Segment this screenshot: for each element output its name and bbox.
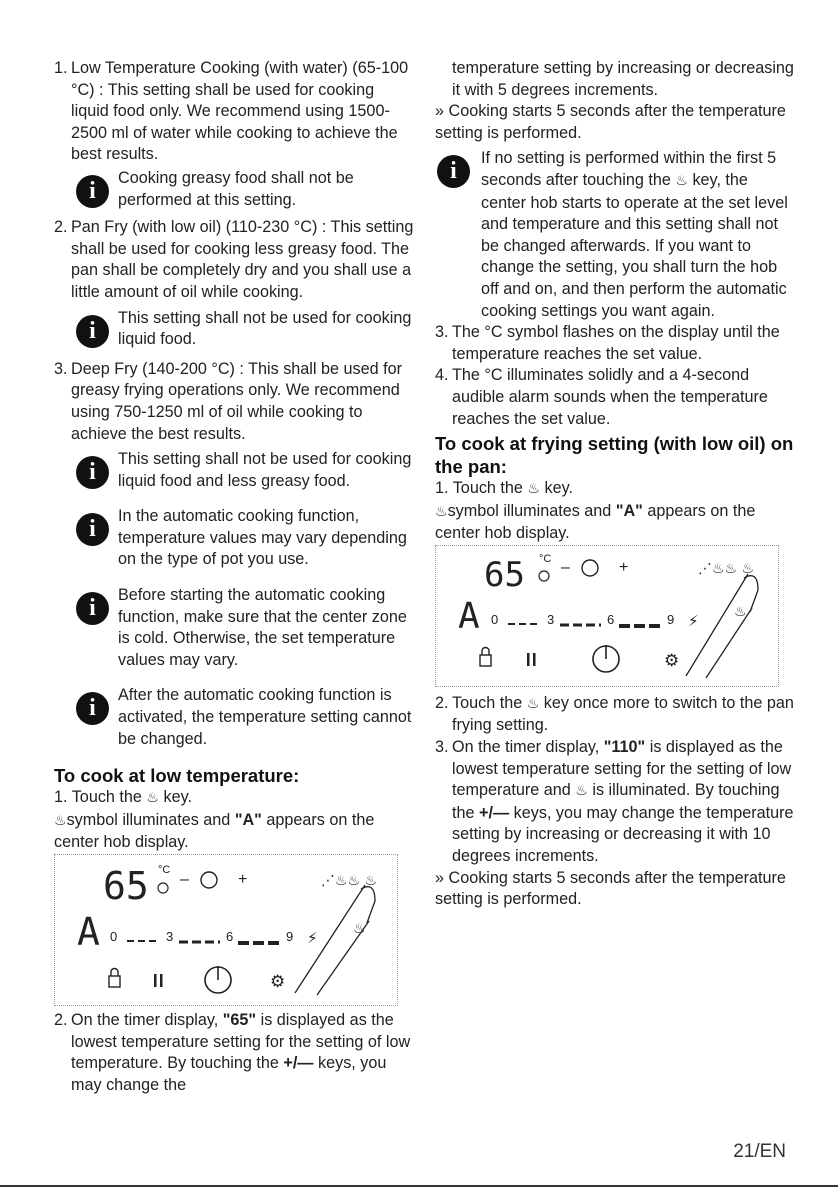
step-2 [435, 693, 795, 737]
note-text: Cooking greasy food shall not be performed at this setting. [118, 168, 354, 209]
pan-key-icon: ♨ [526, 695, 540, 712]
fan-icon: ⚙ [270, 972, 286, 992]
step-text: keys, you may change the temperature setting by increasing or decreasing it with 10 degrees increments. [452, 803, 794, 866]
step-text: keys, you may change the [71, 1054, 387, 1094]
hob-display-panel [54, 854, 398, 1006]
unit-label: °C [158, 864, 171, 876]
pot-symbol-icon: ♨ [435, 503, 448, 520]
scale-6: 6 [226, 929, 234, 944]
list-number: 1. [54, 788, 72, 807]
list-number: 3. [435, 738, 449, 757]
display-letter: "A" [615, 501, 643, 520]
bottom-rule [0, 1185, 838, 1187]
info-note [54, 585, 414, 671]
cooking-starts-text: » Cooking starts 5 seconds after the temperature setting is performed. [435, 868, 786, 909]
item-text: Deep Fry (140-200 °C) : This shall be used for greasy frying operations only. We recommend using 750-1250 ml of oil while cooking to achieve the best results. [71, 359, 402, 443]
timer-value: 65 [103, 864, 149, 908]
info-note [54, 308, 414, 351]
item-text: The °C illuminates solidly and a 4-second audible alarm sounds when the temperature reaches the set value. [452, 366, 768, 428]
symbol-paragraph [435, 501, 795, 545]
plus-label: + [619, 558, 629, 576]
plus-minus-keys: +/— [283, 1054, 314, 1073]
list-number: 3. [54, 359, 68, 378]
pot-symbol-icon: ♨ [575, 783, 588, 800]
step-text: key. [539, 479, 573, 498]
info-icon: i [76, 175, 109, 208]
scale-0: 0 [491, 611, 499, 627]
pan-key-icon: ♨ [734, 603, 747, 620]
step-text: Touch the [452, 479, 528, 498]
para-text: symbol illuminates and [447, 501, 616, 520]
right-column [435, 58, 795, 911]
scale-3: 3 [166, 929, 174, 944]
note-text [481, 148, 795, 322]
lock-icon [480, 655, 491, 666]
list-number: 2. [54, 218, 68, 237]
list-item [435, 322, 795, 365]
note-text: This setting shall not be used for cooking liquid food. [118, 308, 412, 349]
list-item [435, 365, 795, 430]
para-text: appears on the center hob display. [435, 501, 756, 543]
list-number: 2. [435, 693, 449, 712]
list-number: 1. [54, 59, 68, 77]
scale-9: 9 [667, 611, 675, 627]
info-icon: i [437, 155, 470, 188]
info-note [54, 506, 414, 571]
timer-value: 65 [484, 554, 525, 595]
scale-9: 9 [286, 929, 294, 944]
list-item [54, 58, 414, 166]
cooking-starts-text: » Cooking starts 5 seconds after the temperature setting is performed. [435, 102, 786, 142]
item-text: Pan Fry (with low oil) (110-230 °C) : This setting shall be used for cooking less greasy food. The pan shall be completely dry and you shall use a little amount of oil while cooking. [71, 218, 414, 301]
info-icon: i [76, 513, 109, 546]
step-text: key. [158, 788, 192, 807]
list-number: 2. [54, 1011, 68, 1029]
hob-display-panel [435, 545, 779, 687]
hob-display-svg [55, 855, 397, 1005]
para-text: appears on the center hob display. [54, 810, 375, 852]
timer-value-text: "65" [222, 1011, 257, 1029]
info-icon: i [76, 456, 109, 489]
pot-symbols-icon: ⋰♨♨ ♨ [698, 560, 755, 577]
timer-icon [201, 872, 217, 888]
timer-icon [582, 560, 598, 576]
item-text: Low Temperature Cooking (with water) (65-100 °C) : This setting shall be used for cooking liquid food only. We recommend using 1500-2500 ml of water while cooking to achieve the best results. [71, 59, 409, 164]
note-text-b: key, the center hob starts to operate at the set level and temperature and this setting shall not be changed afterwards. If you want to change the setting, you shall turn the hob off and on, and then perform the automatic cooking settings you want again. [481, 170, 788, 320]
left-column [54, 58, 414, 1096]
timer-value-text: "110" [603, 738, 646, 757]
info-icon: i [76, 315, 109, 348]
lock-icon [109, 976, 120, 987]
note-text: Before starting the automatic cooking function, make sure that the center zone is cold. Otherwise, the set temperature values may vary. [118, 586, 407, 669]
step-text: On the timer display, [452, 738, 604, 757]
display-letter: "A" [234, 810, 262, 829]
pan-key-icon: ♨ [675, 172, 688, 189]
step-1 [54, 787, 414, 810]
display-letter: A [77, 910, 100, 954]
hob-display-svg [436, 546, 778, 686]
step-2 [54, 1010, 414, 1096]
list-item [54, 217, 414, 303]
note-text: After the automatic cooking function is activated, the temperature setting cannot be changed. [118, 686, 412, 748]
info-icon: i [76, 692, 109, 725]
symbol-paragraph [54, 810, 414, 854]
pause-icon [527, 653, 530, 666]
pan-key-icon: ♨ [527, 481, 540, 498]
section-heading: To cook at low temperature: [54, 765, 300, 787]
page-number: 21/EN [733, 1141, 786, 1162]
note-text: This setting shall not be used for cooking liquid food and less greasy food. [118, 450, 412, 490]
pan-key-icon: ♨ [146, 790, 159, 807]
step-text: On the timer display, [71, 1011, 223, 1029]
step-1 [435, 478, 795, 501]
info-note [54, 168, 414, 211]
scale-3: 3 [547, 611, 555, 627]
info-note [435, 148, 795, 322]
step-text: Touch the [71, 788, 147, 807]
note-text: In the automatic cooking function, temperature values may vary depending on the type of pot you use. [118, 507, 407, 569]
scale-0: 0 [110, 929, 118, 944]
fan-icon: ⚙ [664, 650, 680, 671]
clock-small-icon [539, 571, 549, 581]
plus-minus-keys: +/— [479, 803, 510, 822]
section-heading: To cook at frying setting (with low oil) on the pan: [435, 433, 794, 478]
list-number: 4. [435, 366, 449, 385]
pan-key-icon: ♨ [353, 921, 366, 937]
step-text: is illuminated. By touching the [452, 781, 780, 822]
list-number: 3. [435, 323, 449, 342]
boost-icon: ⚡ [688, 611, 699, 630]
clock-small-icon [158, 883, 168, 893]
step-3 [435, 737, 795, 868]
list-number: 1. [435, 479, 453, 498]
list-item [54, 359, 414, 445]
plus-label: + [238, 871, 248, 888]
scale-6: 6 [607, 611, 615, 627]
boost-icon: ⚡ [307, 929, 318, 947]
display-letter: A [458, 595, 480, 637]
step-text: key once more to switch to the pan frying setting. [452, 693, 794, 735]
step-text: Touch the [452, 693, 527, 712]
step-text: is displayed as the lowest temperature setting for the setting of low temperature. By touching the [71, 1011, 411, 1073]
info-note [54, 449, 414, 492]
info-note [54, 685, 414, 750]
item-text: The °C symbol flashes on the display until the temperature reaches the set value. [452, 323, 780, 363]
info-icon: i [76, 592, 109, 625]
pause-icon [154, 974, 157, 987]
continued-text: temperature setting by increasing or decreasing it with 5 degrees increments. [452, 59, 794, 99]
pot-symbol-icon: ♨ [54, 812, 67, 829]
minus-label: – [561, 558, 570, 576]
unit-label: °C [539, 552, 552, 565]
minus-label: – [180, 871, 189, 888]
step-text: is displayed as the lowest temperature setting for the setting of low temperature and [452, 738, 792, 800]
para-text: symbol illuminates and [66, 810, 235, 829]
pot-symbols-icon: ⋰♨♨ ♨ [321, 873, 378, 889]
note-text-a: If no setting is performed within the first 5 seconds after touching the [481, 149, 777, 189]
